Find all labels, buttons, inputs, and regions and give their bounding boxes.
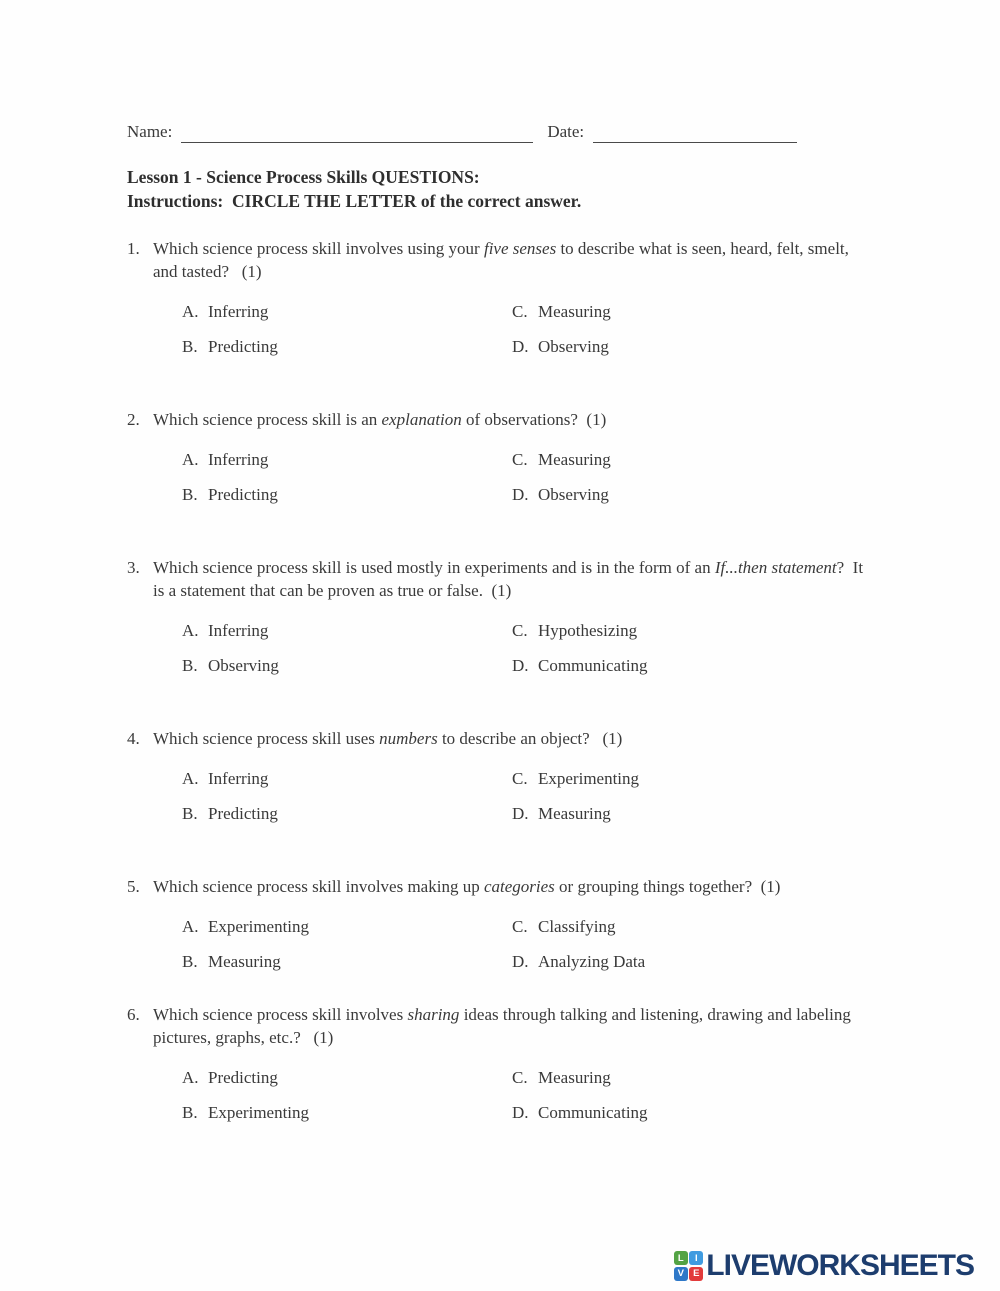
name-input-line[interactable] (181, 123, 533, 143)
option-letter: B. (182, 1103, 198, 1122)
question-text (153, 1003, 877, 1049)
option-label: Experimenting (538, 769, 640, 788)
option-letter: C. (512, 450, 528, 469)
option-letter: C. (512, 769, 528, 788)
option-letter: B. (182, 656, 198, 675)
option-a[interactable] (182, 619, 512, 642)
question-4 (127, 727, 877, 825)
question-text-segment: Which science process skill is an (153, 410, 382, 429)
question-text-segment: Which science process skill involves making up (153, 877, 484, 896)
question-text (153, 875, 877, 898)
options-grid (127, 1066, 877, 1124)
option-label: Inferring (208, 621, 269, 640)
question-number: 3. (127, 558, 140, 577)
option-label: Observing (208, 656, 279, 675)
option-c[interactable] (512, 767, 877, 790)
option-letter: D. (512, 337, 529, 356)
question-text-italic: five senses (483, 239, 557, 258)
date-input-line[interactable] (593, 123, 797, 143)
option-letter: C. (512, 1068, 528, 1087)
option-d[interactable] (512, 802, 877, 825)
question-2 (127, 408, 877, 506)
liveworksheets-footer[interactable] (674, 1251, 974, 1281)
option-letter: A. (182, 302, 199, 321)
question-text-segment: ideas through talking and listening, drawing and labeling pictures, graphs, etc.? (1) (153, 1005, 856, 1047)
option-label: Analyzing Data (538, 952, 646, 971)
option-d[interactable] (512, 1101, 877, 1124)
option-label: Measuring (538, 804, 611, 823)
option-label: Communicating (538, 1103, 648, 1122)
option-letter: A. (182, 621, 199, 640)
option-c[interactable] (512, 915, 877, 938)
option-b[interactable] (182, 950, 512, 973)
option-letter: C. (512, 302, 528, 321)
question-text-segment: ? It is a statement that can be proven as true or false. (1) (153, 558, 868, 600)
option-label: Classifying (538, 917, 616, 936)
option-label: Measuring (538, 1068, 611, 1087)
logo-letter-e: E (689, 1267, 703, 1281)
logo-letter-v: V (674, 1267, 688, 1281)
question-text (153, 237, 877, 283)
option-d[interactable] (512, 335, 877, 358)
question-text-segment: Which science process skill is used mostly in experiments and is in the form of an (153, 558, 715, 577)
liveworksheets-wordmark: LIVEWORKSHEETS (706, 1249, 974, 1282)
option-a[interactable] (182, 767, 512, 790)
option-label: Inferring (208, 450, 269, 469)
option-label: Communicating (538, 656, 648, 675)
options-grid (127, 619, 877, 677)
question-number: 2. (127, 410, 140, 429)
option-c[interactable] (512, 619, 877, 642)
option-label: Predicting (208, 1068, 278, 1087)
option-label: Inferring (208, 302, 269, 321)
option-label: Experimenting (208, 917, 310, 936)
option-label: Predicting (208, 485, 278, 504)
question-number: 1. (127, 239, 140, 258)
option-letter: B. (182, 804, 198, 823)
option-letter: B. (182, 337, 198, 356)
option-b[interactable] (182, 1101, 512, 1124)
question-text-segment: Which science process skill involves (153, 1005, 408, 1024)
question-text-segment: to describe what is seen, heard, felt, smelt, and tasted? (1) (153, 239, 854, 281)
option-label: Predicting (208, 804, 278, 823)
option-c[interactable] (512, 1066, 877, 1089)
option-letter: B. (182, 485, 198, 504)
option-letter: D. (512, 804, 529, 823)
option-a[interactable] (182, 300, 512, 323)
question-text-italic: sharing (407, 1005, 460, 1024)
option-b[interactable] (182, 483, 512, 506)
option-d[interactable] (512, 483, 877, 506)
question-text-segment: Which science process skill uses (153, 729, 380, 748)
option-label: Inferring (208, 769, 269, 788)
question-6 (127, 1003, 877, 1124)
option-c[interactable] (512, 448, 877, 471)
option-letter: A. (182, 450, 199, 469)
option-label: Predicting (208, 337, 278, 356)
question-text (153, 408, 877, 431)
option-b[interactable] (182, 802, 512, 825)
question-text-segment: Which science process skill involves using your (153, 239, 484, 258)
option-a[interactable] (182, 448, 512, 471)
name-label: Name: (127, 122, 173, 141)
option-letter: D. (512, 1103, 529, 1122)
question-text-italic: numbers (379, 729, 438, 748)
option-letter: A. (182, 917, 199, 936)
option-label: Experimenting (208, 1103, 310, 1122)
option-label: Hypothesizing (538, 621, 638, 640)
option-a[interactable] (182, 915, 512, 938)
question-number: 5. (127, 877, 140, 896)
option-letter: A. (182, 1068, 199, 1087)
worksheet-heading (127, 165, 877, 213)
option-label: Observing (538, 337, 609, 356)
option-letter: B. (182, 952, 198, 971)
option-a[interactable] (182, 1066, 512, 1089)
option-c[interactable] (512, 300, 877, 323)
options-grid (127, 767, 877, 825)
option-d[interactable] (512, 950, 877, 973)
option-d[interactable] (512, 654, 877, 677)
question-text (153, 556, 877, 602)
option-letter: C. (512, 621, 528, 640)
question-text-segment: of observations? (1) (461, 410, 607, 429)
options-grid (127, 915, 877, 973)
option-letter: D. (512, 656, 529, 675)
lesson-title: Lesson 1 - Science Process Skills QUESTIONS: (127, 167, 480, 187)
question-text-italic: explanation (381, 410, 462, 429)
option-label: Observing (538, 485, 609, 504)
options-grid (127, 448, 877, 506)
option-letter: A. (182, 769, 199, 788)
question-text (153, 727, 877, 750)
question-text-segment: or grouping things together? (1) (554, 877, 781, 896)
liveworksheets-logo-icon (674, 1251, 704, 1281)
instructions: Instructions: CIRCLE THE LETTER of the correct answer. (127, 191, 582, 211)
question-text-italic: categories (483, 877, 555, 896)
option-label: Measuring (538, 302, 611, 321)
date-label: Date: (547, 122, 585, 141)
question-number: 6. (127, 1005, 140, 1024)
name-date-row (127, 120, 817, 143)
option-b[interactable] (182, 654, 512, 677)
option-b[interactable] (182, 335, 512, 358)
option-label: Measuring (208, 952, 281, 971)
question-number: 4. (127, 729, 140, 748)
option-label: Measuring (538, 450, 611, 469)
options-grid (127, 300, 877, 358)
option-letter: C. (512, 917, 528, 936)
question-text-segment: to describe an object? (1) (437, 729, 623, 748)
question-5 (127, 875, 877, 973)
question-1 (127, 237, 877, 358)
question-text-italic: If...then statement (714, 558, 837, 577)
question-3 (127, 556, 877, 677)
logo-letter-l: L (674, 1251, 688, 1265)
option-letter: D. (512, 485, 529, 504)
option-letter: D. (512, 952, 529, 971)
logo-letter-i: I (689, 1251, 703, 1265)
